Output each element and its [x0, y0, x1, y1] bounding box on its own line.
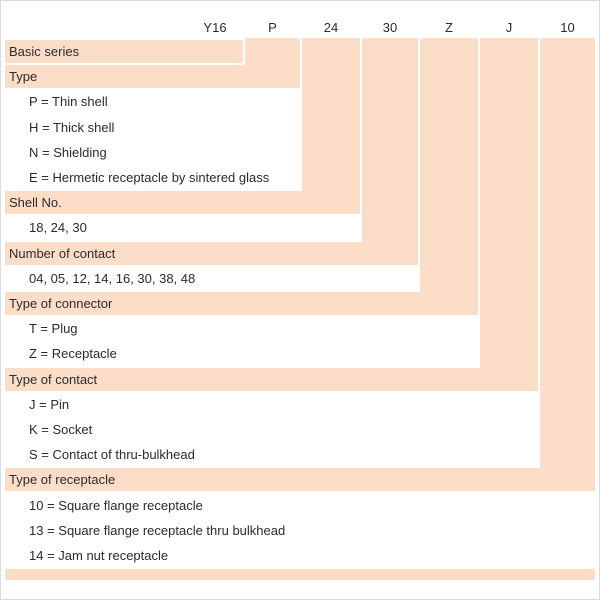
- section-number-of-contact: Number of contact: [5, 242, 418, 265]
- option-row: 04, 05, 12, 14, 16, 30, 38, 48: [29, 271, 196, 286]
- section-type-of-connector: Type of connector: [5, 292, 478, 315]
- connector-band-z: [420, 38, 478, 315]
- section-shell-no: Shell No.: [5, 191, 360, 214]
- option-row: N = Shielding: [29, 145, 107, 160]
- option-row: S = Contact of thru-bulkhead: [29, 447, 195, 462]
- code-label-24: 24: [323, 20, 339, 35]
- code-label-j: J: [505, 20, 513, 35]
- code-label-30: 30: [382, 20, 398, 35]
- code-label-p: P: [268, 20, 277, 35]
- option-row: 10 = Square flange receptacle: [29, 498, 203, 513]
- option-row: J = Pin: [29, 397, 70, 412]
- section-basic-series: Basic series: [5, 40, 243, 63]
- connector-band-24: [302, 38, 360, 214]
- connector-band-10: [540, 38, 595, 491]
- section-type: Type: [5, 65, 300, 88]
- code-label-y16: Y16: [203, 20, 227, 35]
- connector-band-30: [362, 38, 418, 265]
- section-type-of-receptacle: Type of receptacle: [5, 468, 595, 491]
- section-type-of-contact: Type of contact: [5, 368, 538, 391]
- bottom-border-bar: [5, 569, 595, 580]
- option-row: 13 = Square flange receptacle thru bulkhead: [29, 523, 286, 538]
- option-row: T = Plug: [29, 321, 78, 336]
- option-row: E = Hermetic receptacle by sintered glass: [29, 170, 270, 185]
- option-row: H = Thick shell: [29, 120, 115, 135]
- option-row: K = Socket: [29, 422, 93, 437]
- option-row: P = Thin shell: [29, 94, 108, 109]
- option-row: 14 = Jam nut receptacle: [29, 548, 169, 563]
- option-row: 18, 24, 30: [29, 220, 87, 235]
- code-label-z: Z: [445, 20, 453, 35]
- option-row: Z = Receptacle: [29, 346, 117, 361]
- code-label-10: 10: [560, 20, 575, 35]
- connector-band-j: [480, 38, 538, 391]
